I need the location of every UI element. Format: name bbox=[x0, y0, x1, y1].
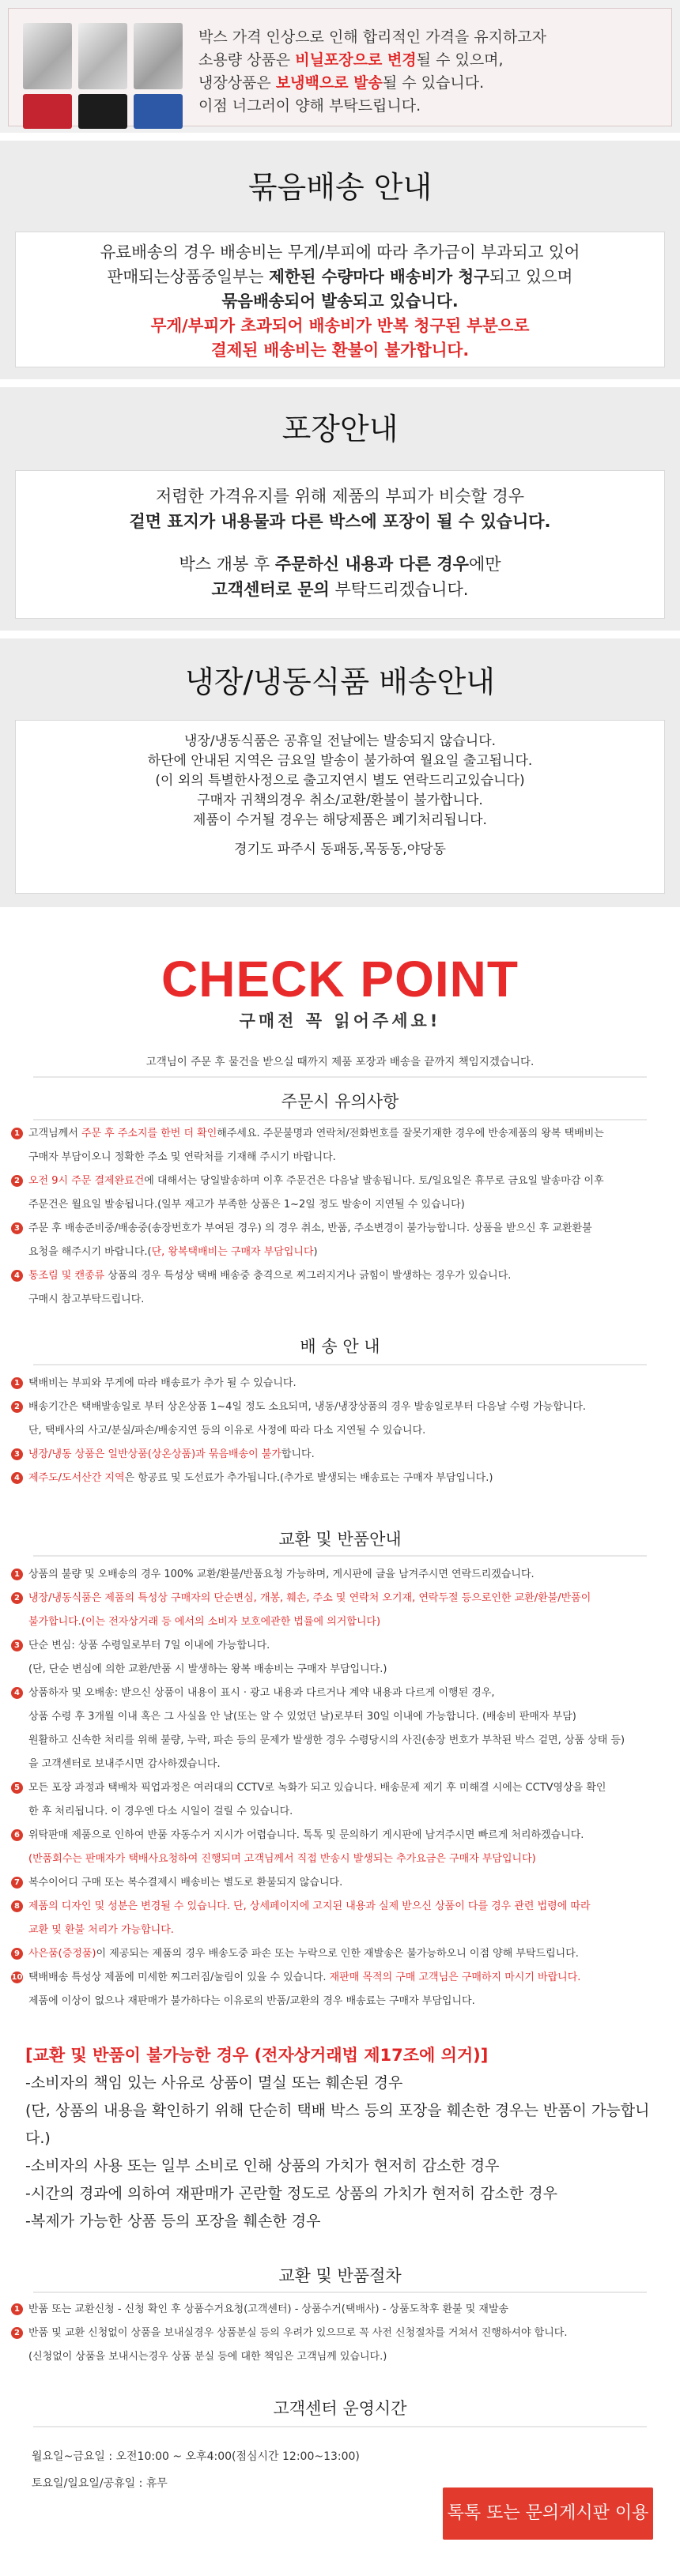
packing-panel bbox=[16, 471, 664, 618]
item-text: 모든 포장 과정과 택배차 픽업과정은 여러대의 CCTV로 녹화가 되고 있습니다. 배송문제 제기 후 미해결 시에는 CCTV영상을 확인 bbox=[28, 1782, 606, 1794]
highlight-text: 제주도/도서산간 지역 bbox=[28, 1472, 125, 1484]
item-text: 요청을 해주시기 바랍니다.( bbox=[28, 1246, 152, 1258]
list-item bbox=[11, 1729, 669, 1753]
bundle-warning-line: 결제된 배송비는 환불이 불가합니다. bbox=[210, 341, 470, 360]
list-item bbox=[11, 1658, 669, 1682]
list-item bbox=[11, 1264, 669, 1288]
divider bbox=[33, 1119, 647, 1120]
item-text: (신청없이 상품을 보내시는경우 상품 분실 등에 대한 책임은 고객님께 있습니다.) bbox=[28, 2351, 387, 2363]
item-text: 은 항공료 및 도선료가 추가됩니다.(추가로 발생되는 배송료는 구매자 부담입니다.) bbox=[124, 1472, 493, 1484]
exchange-title: 교환 및 반품안내 bbox=[278, 1530, 402, 1549]
red-bag-image bbox=[23, 94, 72, 129]
highlight-text: 사은품(증정품) bbox=[28, 1948, 96, 1960]
bundle-line: 유료배송의 경우 배송비는 무게/부피에 따라 추가금이 부과되고 있어 bbox=[100, 243, 580, 262]
item-text: 이 제공되는 제품의 경우 배송도중 파손 또는 누락으로 인한 재발송은 불가능하오니 이점 양해 부탁드립니다. bbox=[96, 1948, 579, 1960]
number-badge-icon: 8 bbox=[11, 1900, 23, 1912]
list-item bbox=[11, 1563, 669, 1587]
list-item bbox=[11, 1776, 669, 1800]
cold-line: (이 외의 특별한사정으로 출고지연시 별도 연락드리고있습니다) bbox=[155, 773, 525, 789]
packing-section bbox=[0, 387, 680, 631]
checkpoint-section bbox=[0, 907, 680, 2576]
list-item bbox=[11, 1895, 669, 1919]
number-badge-icon: 1 bbox=[11, 2303, 23, 2315]
number-badge-icon: 10 bbox=[11, 1973, 23, 1982]
item-text: 원활하고 신속한 처리를 위해 불량, 누락, 파손 등의 문제가 발생한 경우 수령당시의 사진(송장 번호가 부착된 박스 겉면, 상품 상태 등) bbox=[28, 1734, 625, 1746]
list-item bbox=[11, 1871, 669, 1895]
list-item bbox=[11, 1634, 669, 1658]
list-item bbox=[11, 1919, 669, 1942]
procedure-list bbox=[11, 2298, 669, 2369]
highlight-text: 교환 및 환불 처리가 가능합니다. bbox=[28, 1924, 174, 1936]
number-badge-icon: 5 bbox=[11, 1782, 23, 1794]
item-text: 을 고객센터로 보내주시면 감사하겠습니다. bbox=[28, 1758, 221, 1770]
packing-line: 고객센터로 문의 부탁드리겠습니다. bbox=[211, 580, 469, 599]
list-item bbox=[11, 1443, 669, 1467]
checkpoint-intro: 고객님이 주문 후 물건을 받으실 때까지 제품 포장과 배송을 끝까지 책임지겠습니다. bbox=[145, 1056, 535, 1068]
list-item bbox=[11, 1990, 669, 2013]
list-item bbox=[11, 1753, 669, 1776]
list-item bbox=[11, 1146, 669, 1169]
service-hours-holiday: 토요일/일요일/공휴일 : 휴무 bbox=[32, 2477, 168, 2490]
exclusion-item: -소비자의 사용 또는 일부 소비로 인해 상품의 가치가 현저히 감소한 경우 bbox=[25, 2157, 500, 2175]
item-text: 단, 택배사의 사고/분실/파손/배송지연 등의 이유로 사정에 따라 다소 지연될 수 있습니다. bbox=[28, 1425, 426, 1437]
list-item bbox=[11, 2298, 669, 2322]
exclusion-item: -복제가 가능한 상품 등의 포장을 훼손한 경우 bbox=[25, 2213, 321, 2230]
item-text: 에 대해서는 당일발송하며 이후 주문건은 다음날 발송됩니다. 토/일요일은 휴무로 금요일 발송마감 이후 bbox=[144, 1175, 604, 1187]
cold-panel bbox=[16, 721, 664, 893]
highlight-text: 단, 왕복택배비는 구매자 부담입니다 bbox=[151, 1246, 314, 1258]
list-item bbox=[11, 1288, 669, 1312]
highlight-text: 주문 후 주소지를 한번 더 확인 bbox=[81, 1128, 217, 1139]
list-item bbox=[11, 1241, 669, 1264]
packing-line: 저렴한 가격유지를 위해 제품의 부피가 비슷할 경우 bbox=[155, 487, 525, 506]
delivery-list bbox=[11, 1372, 669, 1490]
cold-line: 냉장/냉동식품은 공휴일 전날에는 발송되지 않습니다. bbox=[183, 733, 497, 749]
notice-line: 이점 너그러이 양해 부탁드립니다. bbox=[198, 97, 421, 115]
list-item bbox=[11, 1942, 669, 1966]
silver-pouch-image bbox=[78, 23, 127, 89]
item-text: 구매자 부담이오니 정확한 주소 및 연락처를 기재해 주시기 바랍니다. bbox=[28, 1151, 336, 1163]
list-item bbox=[11, 1169, 669, 1193]
number-badge-icon: 1 bbox=[11, 1128, 23, 1139]
divider bbox=[0, 379, 680, 387]
bundle-shipping-section bbox=[0, 141, 680, 379]
number-badge-icon: 9 bbox=[11, 1948, 23, 1960]
exchange-list bbox=[11, 1563, 669, 2013]
silver-pouch-image bbox=[23, 23, 72, 89]
number-badge-icon: 7 bbox=[11, 1877, 23, 1889]
bundle-warning-line: 무게/부피가 초과되어 배송비가 반복 청구된 부분으로 bbox=[150, 316, 530, 335]
list-item bbox=[11, 2345, 669, 2369]
list-item bbox=[11, 1966, 669, 1990]
item-text: 위탁판매 제품으로 인하여 반품 자동수거 지시가 어렵습니다. 톡톡 및 문의하기 게시판에 남겨주시면 빠르게 처리하겠습니다. bbox=[28, 1829, 584, 1841]
list-item bbox=[11, 1372, 669, 1395]
item-text: 배송기간은 택배발송일로 부터 상온상품 1~4일 정도 소요되며, 냉동/냉장상품의 경우 발송일로부터 다음날 수령 가능합니다. bbox=[28, 1401, 587, 1413]
cold-shipping-section bbox=[0, 638, 680, 907]
item-text: 택배배송 특성상 제품에 미세한 찌그러짐/눌림이 있을 수 있습니다. bbox=[28, 1972, 330, 1983]
cold-line: 제품이 수거될 경우는 해당제품은 폐기처리됩니다. bbox=[193, 812, 487, 828]
divider bbox=[33, 1076, 647, 1078]
item-text: 단순 변심: 상품 수령일로부터 7일 이내에 가능합니다. bbox=[28, 1640, 270, 1651]
number-badge-icon: 2 bbox=[11, 1401, 23, 1413]
number-badge-icon: 3 bbox=[11, 1448, 23, 1460]
item-text: 상품의 경우 특성상 택배 배송중 충격으로 찌그러지거나 긁힘이 발생하는 경우가 있습니다. bbox=[104, 1270, 512, 1282]
delivery-title: 배 송 안 내 bbox=[300, 1337, 380, 1356]
item-text: 반품 또는 교환신청 - 신청 확인 후 상품수거요청(고객센터) - 상품수거(택배사) - 상품도착후 환불 및 재발송 bbox=[28, 2303, 509, 2315]
black-bag-image bbox=[78, 94, 127, 129]
procedure-title: 교환 및 반품절차 bbox=[278, 2266, 402, 2285]
number-badge-icon: 2 bbox=[11, 1175, 23, 1187]
bundle-panel bbox=[16, 232, 664, 367]
divider bbox=[33, 1364, 647, 1365]
list-item bbox=[11, 1419, 669, 1443]
section-title: 포장안내 bbox=[281, 412, 399, 446]
highlight-text: 냉장/냉동식품은 제품의 특성상 구매자의 단순변심, 개봉, 훼손, 주소 및 연락처 오기재, 연락두절 등으로인한 교환/환불/반품이 bbox=[28, 1592, 591, 1604]
list-item bbox=[11, 1217, 669, 1241]
divider bbox=[33, 2292, 647, 2293]
section-title: 냉장/냉동식품 배송안내 bbox=[185, 665, 495, 699]
number-badge-icon: 3 bbox=[11, 1640, 23, 1651]
number-badge-icon: 3 bbox=[11, 1222, 23, 1234]
list-item bbox=[11, 1467, 669, 1490]
exclusion-item: (단, 상품의 내용을 확인하기 위해 단순히 택배 박스 등의 포장을 훼손한 경우는 반품이 가능합니다.) bbox=[25, 2102, 650, 2147]
blue-bag-image bbox=[134, 94, 183, 129]
bundle-line: 판매되는상품중일부는 제한된 수량마다 배송비가 청구되고 있으며 bbox=[107, 267, 573, 286]
list-item bbox=[11, 1847, 669, 1871]
cold-line: 하단에 안내된 지역은 금요일 발송이 불가하여 월요일 출고됩니다. bbox=[147, 753, 533, 769]
checkpoint-title: CHECK POINT bbox=[161, 951, 519, 1007]
item-text: ) bbox=[313, 1246, 318, 1258]
item-text: 합니다. bbox=[281, 1448, 315, 1460]
notice-line: 소용량 상품은 비닐포장으로 변경될 수 있으며, bbox=[198, 51, 504, 69]
divider bbox=[33, 2426, 647, 2427]
item-text: 고객님께서 bbox=[28, 1128, 81, 1139]
highlight-text: 냉장/냉동 상품은 일반상품(상온상품)과 묶음배송이 불가 bbox=[28, 1448, 281, 1460]
list-item bbox=[11, 1800, 669, 1824]
highlight-text: 불가합니다.(이는 전자상거래 등 에서의 소비자 보호에관한 법률에 의거합니다) bbox=[28, 1616, 381, 1628]
item-text: (단, 단순 변심에 의한 교환/반품 시 발생하는 왕복 배송비는 구매자 부담입니다.) bbox=[28, 1663, 387, 1675]
number-badge-icon: 6 bbox=[11, 1829, 23, 1841]
number-badge-icon: 1 bbox=[11, 1377, 23, 1389]
highlight-text: 제품의 디자인 및 성분은 변경될 수 있습니다. 단, 상세페이지에 고지된 내용과 실제 받으신 상품이 다를 경우 관련 법령에 따라 bbox=[28, 1900, 591, 1912]
service-title: 고객센터 운영시간 bbox=[273, 2399, 407, 2418]
list-item bbox=[11, 1682, 669, 1705]
exclusion-item: -소비자의 책임 있는 사유로 상품이 멸실 또는 훼손된 경우 bbox=[25, 2074, 403, 2092]
list-item bbox=[11, 1610, 669, 1634]
exclusion-item: -시간의 경과에 의하여 재판매가 곤란할 정도로 상품의 가치가 현저히 감소한 경우 bbox=[25, 2185, 557, 2202]
item-text: 복수이어디 구매 또는 복수결제시 배송비는 별도로 환불되지 않습니다. bbox=[28, 1877, 343, 1889]
item-text: 주문 후 배송준비중/배송중(송장번호가 부여된 경우) 의 경우 취소, 반품, 주소변경이 불가능합니다. 상품을 받으신 후 교환환불 bbox=[28, 1222, 592, 1234]
item-text: 제품에 이상이 없으나 재판매가 불가하다는 이유로의 반품/교환의 경우 배송료는 구매자 부담입니다. bbox=[28, 1995, 475, 2007]
service-hours-weekday: 월요일~금요일 : 오전10:00 ~ 오후4:00(점심시간 12:00~13:00) bbox=[32, 2450, 360, 2463]
bundle-line: 묶음배송되어 발송되고 있습니다. bbox=[221, 292, 459, 311]
list-item bbox=[11, 2322, 669, 2345]
item-text: 택배비는 부피와 무게에 따라 배송료가 추가 될 수 있습니다. bbox=[28, 1377, 297, 1389]
divider bbox=[0, 631, 680, 638]
top-notice-text bbox=[198, 26, 665, 118]
talk-inquiry-button[interactable]: 톡톡 또는 문의게시판 이용 bbox=[443, 2487, 653, 2540]
exclusion-block bbox=[25, 2042, 655, 2235]
number-badge-icon: 4 bbox=[11, 1472, 23, 1484]
order-notes-title: 주문시 유의사항 bbox=[281, 1092, 399, 1111]
item-text: 상품의 불량 및 오배송의 경우 100% 교환/환불/반품요청 가능하며, 게시판에 글을 남겨주시면 연락드리겠습니다. bbox=[28, 1569, 535, 1580]
notice-line: 박스 가격 인상으로 인해 합리적인 가격을 유지하고자 bbox=[198, 28, 547, 46]
item-text: 구매시 참고부탁드립니다. bbox=[28, 1294, 145, 1305]
number-badge-icon: 1 bbox=[11, 1569, 23, 1580]
notice-line: 냉장상품은 보냉백으로 발송될 수 있습니다. bbox=[198, 74, 485, 92]
list-item bbox=[11, 1193, 669, 1217]
packing-line: 겉면 표지가 내용물과 다른 박스에 포장이 될 수 있습니다. bbox=[129, 512, 551, 531]
top-notice-section bbox=[0, 0, 680, 141]
highlight-text: 재판매 목적의 구매 고객님은 구매하지 마시기 바랍니다. bbox=[329, 1972, 581, 1983]
item-text: 반품 및 교환 신청없이 상품을 보내실경우 상품분실 등의 우려가 있으므로 꼭 사전 신청절차를 거쳐서 진행하셔야 합니다. bbox=[28, 2327, 568, 2339]
list-item bbox=[11, 1587, 669, 1610]
list-item bbox=[11, 1395, 669, 1419]
list-item bbox=[11, 1824, 669, 1847]
item-text: 해주세요. 주문불명과 연락처/전화번호를 잘못기재한 경우에 반송제품의 왕복 택배비는 bbox=[217, 1128, 604, 1139]
item-text: 주문건은 월요일 발송됩니다.(일부 재고가 부족한 상품은 1~2일 정도 발송이 지연될 수 있습니다) bbox=[28, 1199, 465, 1211]
list-item bbox=[11, 1122, 669, 1146]
packaging-photos bbox=[23, 23, 189, 127]
item-text: 상품하자 및 오배송: 받으신 상품이 내용이 표시 · 광고 내용과 다르거나 계약 내용과 다르게 이행된 경우, bbox=[28, 1687, 495, 1699]
number-badge-icon: 4 bbox=[11, 1687, 23, 1699]
cold-line: 구매자 귀책의경우 취소/교환/환불이 불가합니다. bbox=[197, 793, 483, 808]
highlight-text: 통조림 및 캔종류 bbox=[28, 1270, 105, 1282]
number-badge-icon: 4 bbox=[11, 1270, 23, 1282]
divider bbox=[33, 1555, 647, 1557]
number-badge-icon: 2 bbox=[11, 2327, 23, 2339]
highlight-text: (반품회수는 판매자가 택배사요청하여 진행되며 고객님께서 직접 반송시 발생되는 추가요금은 구매자 부담입니다) bbox=[28, 1853, 536, 1865]
highlight-text: 오전 9시 주문 결제완료건 bbox=[28, 1175, 145, 1187]
item-text: 상품 수령 후 3개월 이내 혹은 그 사실을 안 날(또는 알 수 있었던 날)로부터 30일 이내에 가능합니다. (배송비 판매자 부담) bbox=[28, 1711, 576, 1723]
section-title: 묶음배송 안내 bbox=[247, 170, 433, 205]
checkpoint-subtitle: 구매전 꼭 읽어주세요! bbox=[239, 1011, 441, 1030]
top-notice-card bbox=[8, 8, 672, 126]
order-notes-list bbox=[11, 1122, 669, 1312]
silver-pouch-image bbox=[134, 23, 183, 89]
service-hours bbox=[32, 2443, 360, 2497]
exclusion-title: [교환 및 반품이 불가능한 경우 (전자상거래법 제17조에 의거)] bbox=[25, 2046, 489, 2065]
item-text: 한 후 처리됩니다. 이 경우엔 다소 시일이 걸릴 수 있습니다. bbox=[28, 1806, 293, 1817]
exclusion-list bbox=[25, 2069, 655, 2235]
number-badge-icon: 2 bbox=[11, 1592, 23, 1604]
list-item bbox=[11, 1705, 669, 1729]
packing-line: 박스 개봉 후 주문하신 내용과 다른 경우에만 bbox=[179, 555, 501, 574]
cold-region-line: 경기도 파주시 동패동,목동동,야당동 bbox=[234, 842, 446, 857]
